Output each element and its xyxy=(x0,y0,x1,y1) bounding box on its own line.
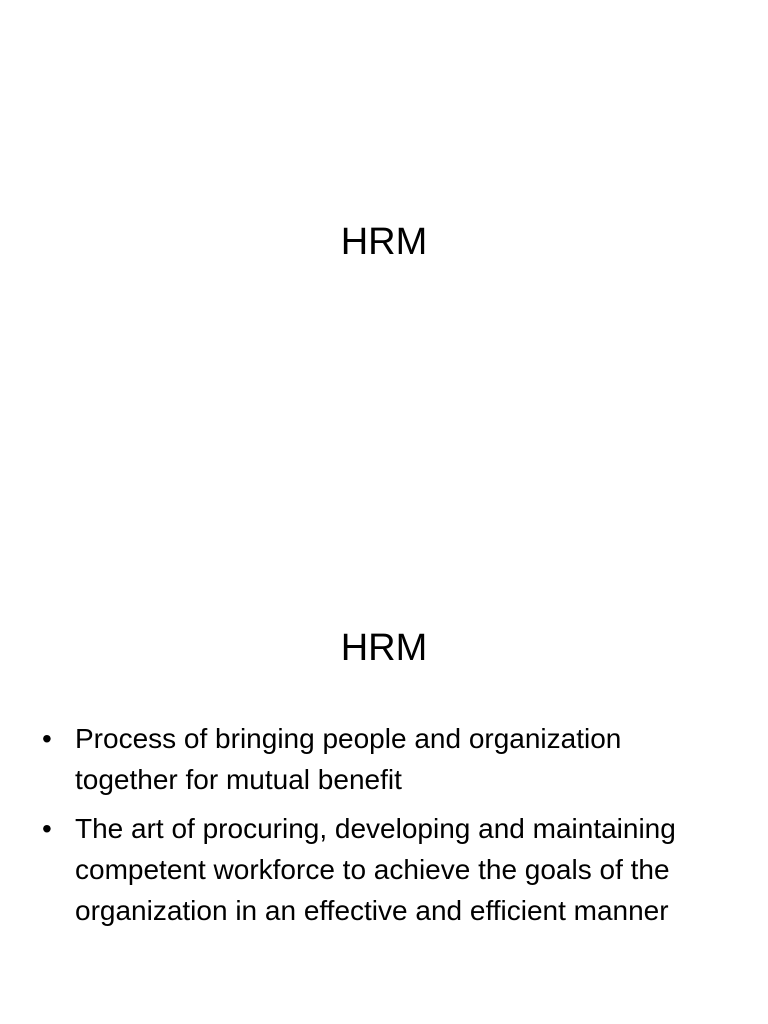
bullet-icon: • xyxy=(42,813,52,844)
bullet-icon: • xyxy=(42,723,52,754)
slide-2-title: HRM xyxy=(340,627,428,669)
bullet-item-1 xyxy=(42,718,722,800)
bullet-item-2 xyxy=(42,808,722,931)
slide-1-title: HRM xyxy=(340,221,428,263)
bullet-list xyxy=(42,718,722,939)
bullet-text-1: Process of bringing people and organization together for mutual benefit xyxy=(75,723,622,795)
slide-2 xyxy=(0,480,768,1024)
bullet-text-2: The art of procuring, developing and maintaining competent workforce to achieve the goals of the organization in an effective and efficient manner xyxy=(75,813,676,926)
slide-1 xyxy=(0,0,768,480)
